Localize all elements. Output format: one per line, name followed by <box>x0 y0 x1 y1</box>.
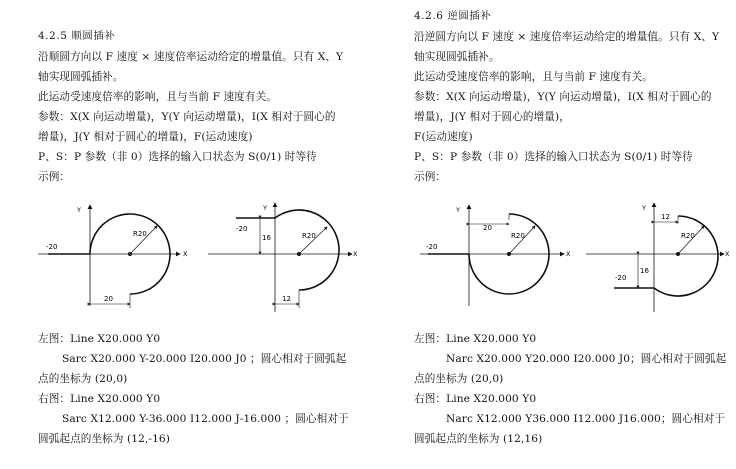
example-line: Narc X12.000 Y36.000 I12.000 J16.000；圆心相对于 <box>446 413 726 425</box>
radius-label: R20 <box>511 232 525 240</box>
neg-label: -20 <box>46 243 58 251</box>
example-line: 左图：Line X20.000 Y0 <box>414 333 537 345</box>
section-heading-cw: 4.2.5 顺圆插补 <box>38 30 116 42</box>
ccw-diagram-2 <box>368 0 736 330</box>
dimension-label: 20 <box>483 224 492 232</box>
paragraph-line: F(运动速度) <box>414 131 473 143</box>
paragraph-line: 轴实现圆弧插补。 <box>38 71 124 83</box>
example-line: 右图：Line X20.000 Y0 <box>414 393 537 405</box>
cw-diagram-2 <box>0 0 368 330</box>
paragraph-line: 参数：X(X 向运动增量)，Y(Y 向运动增量)，I(X 相对于圆心的 <box>414 91 712 103</box>
y-axis-label: Y <box>263 204 267 212</box>
dimension-label: 12 <box>661 213 670 221</box>
paragraph-line: P、S：P 参数（非 0）选择的输入口状态为 S(0/1) 时等待 <box>414 151 693 163</box>
paragraph-line: 此运动受速度倍率的影响，且与当前 F 速度有关。 <box>38 91 277 103</box>
y-axis-label: Y <box>77 206 81 214</box>
example-line: 点的坐标为 (20,0) <box>38 373 128 385</box>
radius-label: R20 <box>681 232 695 240</box>
example-line: 左图：Line X20.000 Y0 <box>38 333 161 345</box>
paragraph-line: 增量)，J(Y 相对于圆心的增量)，F(运动速度) <box>38 131 253 143</box>
paragraph-line: 沿顺圆方向以 F 速度 × 速度倍率运动给定的增量值。只有 X、Y <box>38 51 344 63</box>
example-line: Sarc X12.000 Y-36.000 I12.000 J-16.000 ；圆心相对于 <box>62 413 349 425</box>
example-line: 圆弧起点的坐标为 (12,16) <box>414 433 543 445</box>
dimension-label: 16 <box>640 267 649 275</box>
x-axis-label: X <box>183 250 188 258</box>
x-axis-label: X <box>566 250 571 258</box>
example-line: 右图：Line X20.000 Y0 <box>38 393 161 405</box>
neg-label: -20 <box>236 225 248 233</box>
radius-line <box>678 226 704 254</box>
x-axis-label: X <box>725 250 730 258</box>
section-heading-ccw: 4.2.6 逆圆插补 <box>414 10 492 22</box>
example-line: 点的坐标为 (20,0) <box>414 373 504 385</box>
x-axis-label: X <box>353 250 358 258</box>
neg-label: -20 <box>426 243 438 251</box>
arc-path <box>654 216 718 296</box>
paragraph-line: 增量)，J(Y 相对于圆心的增量)， <box>414 111 570 123</box>
example-line: Sarc X20.000 Y-20.000 I20.000 J0 ；圆心相对于圆弧起 <box>62 353 347 365</box>
dimension-label: 12 <box>282 295 291 303</box>
arc-path <box>275 210 339 290</box>
radius-label: R20 <box>302 232 316 240</box>
y-axis-label: Y <box>642 204 646 212</box>
paragraph-line: P、S：P 参数（非 0）选择的输入口状态为 S(0/1) 时等待 <box>38 151 317 163</box>
neg-label: -20 <box>615 274 627 282</box>
paragraph-line: 参数：X(X 向运动增量)，Y(Y 向运动增量)，I(X 相对于圆心的 <box>38 111 336 123</box>
radius-label: R20 <box>133 230 147 238</box>
paragraph-line: 示例： <box>38 171 71 183</box>
dimension-label: 16 <box>262 234 271 242</box>
paragraph-line: 示例： <box>414 171 447 183</box>
paragraph-line: 沿逆圆方向以 F 速度 × 速度倍率运动给定的增量值。只有 X、Y <box>414 31 720 43</box>
example-line: 圆弧起点的坐标为 (12,-16) <box>38 433 170 445</box>
y-axis-label: Y <box>456 206 460 214</box>
example-line: Narc X20.000 Y20.000 I20.000 J0；圆心相对于圆弧起 <box>446 353 727 365</box>
dimension-label: 20 <box>104 295 113 303</box>
paragraph-line: 轴实现圆弧插补。 <box>414 51 500 63</box>
paragraph-line: 此运动受速度倍率的影响，且与当前 F 速度有关。 <box>414 71 653 83</box>
